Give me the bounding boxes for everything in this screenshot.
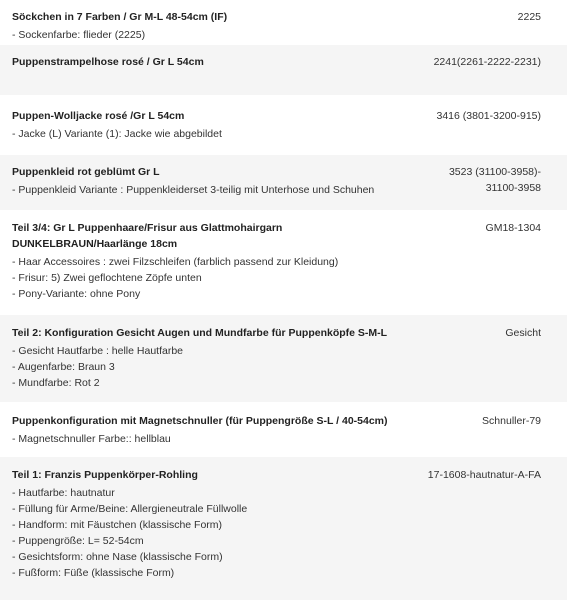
item-option: - Fußform: Füße (klassische Form) — [12, 567, 175, 579]
item-info — [12, 108, 437, 142]
item-sku: Gesicht — [505, 327, 541, 339]
item-option: - Gesicht Hautfarbe : helle Hautfarbe — [12, 345, 184, 357]
item-title: Teil 1: Franzis Puppenkörper-Rohling — [12, 469, 198, 481]
item-option: - Mundfarbe: Rot 2 — [12, 377, 100, 389]
item-title-line: DUNKELBRAUN/Haarlänge 18cm — [12, 238, 178, 250]
item-sku-line: 3523 (31100-3958)- — [448, 166, 541, 178]
item-sku: Schnuller-79 — [482, 415, 541, 427]
item-info — [12, 467, 428, 581]
item-title: Puppenkonfiguration mit Magnetschnuller (für Puppengröße S-L / 40-54cm) — [12, 415, 388, 427]
item-option: - Haar Accessoires : zwei Filzschleifen (farblich passend zur Kleidung) — [12, 256, 339, 268]
item-title-line: Teil 3/4: Gr L Puppenhaare/Frisur aus Glattmohairgarn — [12, 222, 283, 234]
item-option: - Pony-Variante: ohne Pony — [12, 288, 141, 300]
item-option: - Handform: mit Fäustchen (klassische Form) — [12, 519, 223, 531]
item-info — [12, 220, 486, 302]
item-sku — [449, 164, 541, 196]
item-option: - Jacke (L) Variante (1): Jacke wie abgebildet — [12, 128, 222, 140]
item-title: Puppen-Wolljacke rosé /Gr L 54cm — [12, 110, 185, 122]
item-sku-line: 31100-3958 — [485, 182, 541, 194]
item-info — [12, 164, 449, 198]
order-item-row — [0, 95, 567, 155]
item-option: - Augenfarbe: Braun 3 — [12, 361, 115, 373]
item-option: - Hautfarbe: hautnatur — [12, 487, 115, 499]
order-item-row — [0, 155, 567, 210]
order-item-row — [0, 210, 567, 315]
item-option: - Sockenfarbe: flieder (2225) — [12, 29, 146, 41]
item-title — [12, 220, 470, 252]
item-sku: 17-1608-hautnatur-A-FA — [427, 469, 541, 481]
item-sku: 2241(2261-2222-2231) — [433, 56, 541, 68]
item-option: - Füllung für Arme/Beine: Allergieneutrale Füllwolle — [12, 503, 248, 515]
item-option: - Magnetschnuller Farbe:: hellblau — [12, 433, 171, 445]
item-info — [12, 9, 518, 43]
order-item-row — [0, 315, 567, 402]
item-sku: 3416 (3801-3200-915) — [436, 110, 541, 122]
item-option: - Frisur: 5) Zwei geflochtene Zöpfe unten — [12, 272, 202, 284]
item-title: Puppenkleid rot geblümt Gr L — [12, 166, 160, 178]
order-item-row — [0, 0, 567, 45]
item-title: Puppenstrampelhose rosé / Gr L 54cm — [12, 56, 204, 68]
order-item-row — [0, 457, 567, 600]
item-title: Söckchen in 7 Farben / Gr M-L 48-54cm (IF) — [12, 11, 228, 23]
item-option: - Gesichtsform: ohne Nase (klassische Form) — [12, 551, 223, 563]
item-title: Teil 2: Konfiguration Gesicht Augen und Mundfarbe für Puppenköpfe S-M-L — [12, 327, 388, 339]
item-sku: 2225 — [517, 11, 541, 23]
item-sku: GM18-1304 — [485, 222, 541, 234]
order-item-row — [0, 402, 567, 457]
item-info — [12, 54, 434, 70]
item-option: - Puppengröße: L= 52-54cm — [12, 535, 144, 547]
item-info — [12, 325, 505, 391]
order-item-row — [0, 45, 567, 95]
item-option: - Puppenkleid Variante : Puppenkleiderset 3-teilig mit Unterhose und Schuhen — [12, 184, 375, 196]
item-info — [12, 413, 482, 447]
